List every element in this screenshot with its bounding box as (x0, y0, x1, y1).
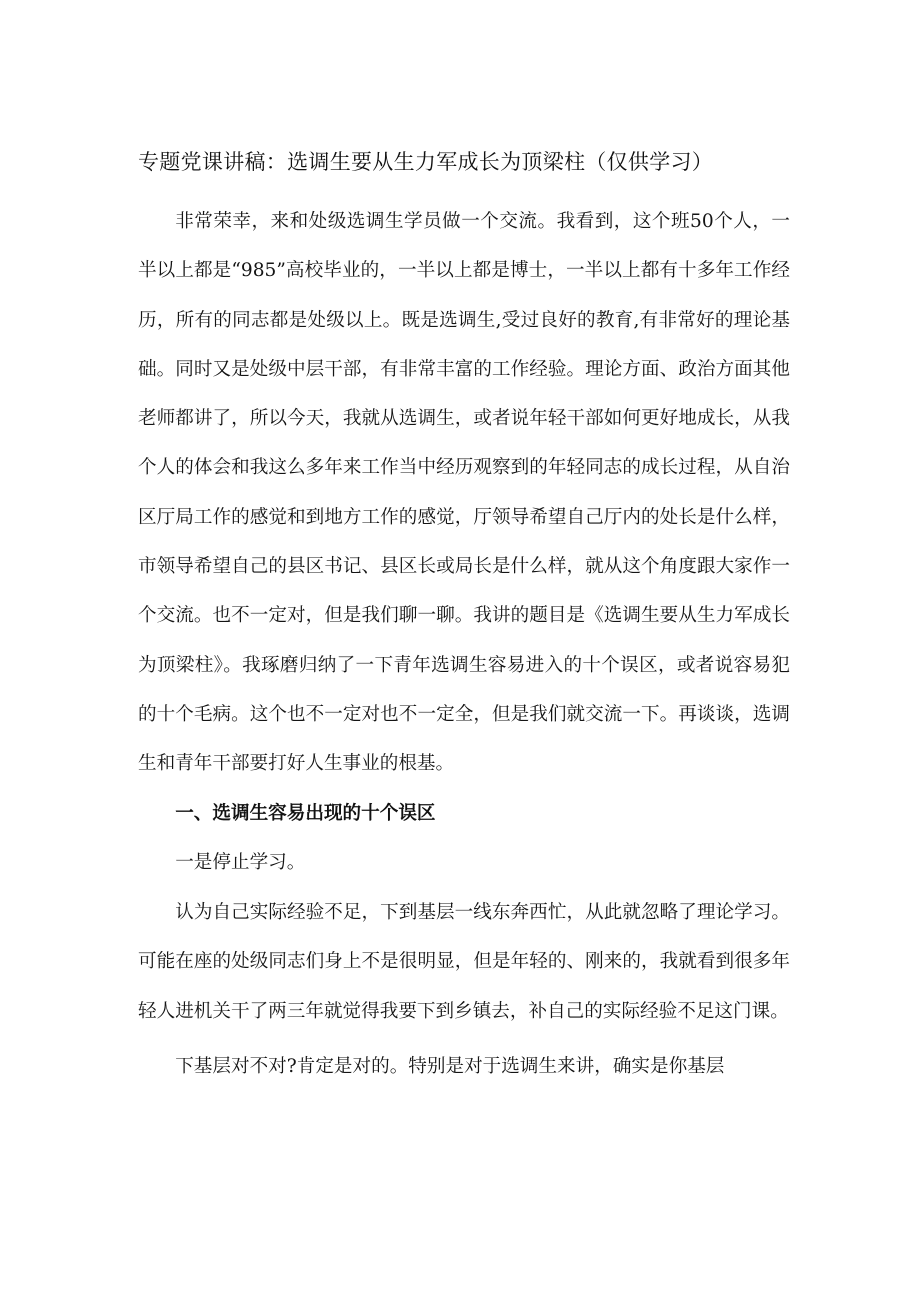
section-heading: 一、选调生容易出现的十个误区 (175, 802, 436, 824)
document-title: 专题党课讲稿：选调生要从生力军成长为顶梁柱（仅供学习） (138, 150, 714, 174)
item-heading: 一是停止学习。 (175, 851, 306, 873)
body-paragraph-1: 认为自己实际经验不足，下到基层一线东奔西忙，从此就忽略了理论学习。可能在座的处级同志们身上不是很明显，但是年轻的、刚来的，我就看到很多年轻人进机关干了两三年就觉得我要下到乡镇去，补自己的实际经验不足这门课。 (138, 902, 790, 1022)
body-paragraph-2: 下基层对不对?肯定是对的。特别是对于选调生来讲，确实是你基层 (175, 1056, 725, 1078)
document-body (138, 197, 790, 1091)
intro-paragraph: 非常荣幸，来和处级选调生学员做一个交流。我看到，这个班50个人，一半以上都是“985”高校毕业的，一半以上都是博士，一半以上都有十多年工作经历，所有的同志都是处级以上。既是选调生,受过良好的教育,有非常好的理论基础。同时又是处级中层干部，有非常丰富的工作经验。理论方面、政治方面其他老师都讲了，所以今天，我就从选调生，或者说年轻干部如何更好地成长，从我个人的体会和我这么多年来工作当中经历观察到的年轻同志的成长过程，从自治区厅局工作的感觉和到地方工作的感觉，厅领导希望自己厅内的处长是什么样，市领导希望自己的县区书记、县区长或局长是什么样，就从这个角度跟大家作一个交流。也不一定对，但是我们聊一聊。我讲的题目是《选调生要从生力军成长为顶梁柱》。我琢磨归纳了一下青年选调生容易进入的十个误区，或者说容易犯的十个毛病。这个也不一定对也不一定全，但是我们就交流一下。再谈谈，选调生和青年干部要打好人生事业的根基。 (138, 211, 790, 775)
